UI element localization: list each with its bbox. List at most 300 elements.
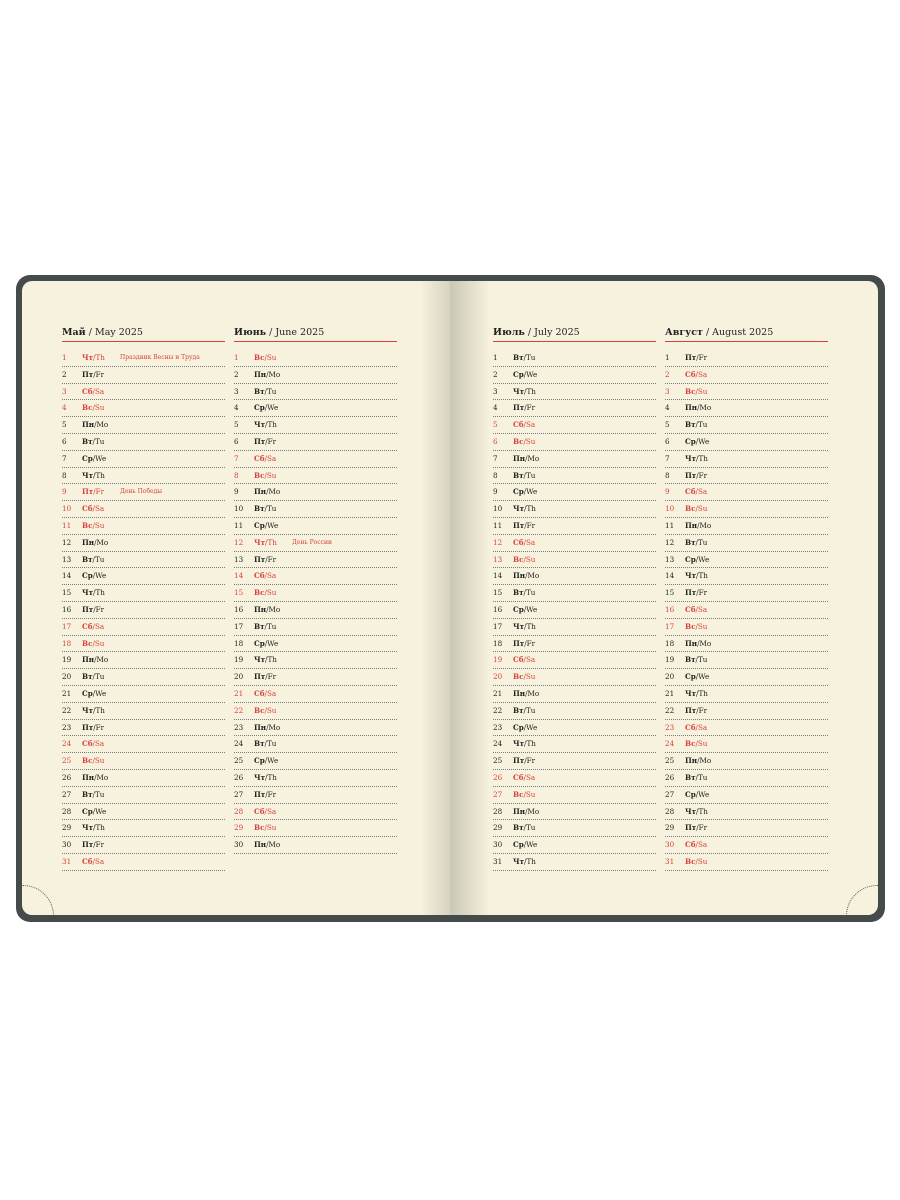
day-row — [665, 384, 828, 401]
weekday: Вт/Tu — [82, 672, 105, 682]
weekday: Вс/Su — [82, 520, 105, 530]
day-number: 27 — [234, 789, 244, 799]
weekday-ru: Пн — [82, 655, 95, 665]
weekday-en: Fr — [526, 520, 536, 530]
day-number: 18 — [665, 638, 675, 648]
weekday: Сб/Sa — [82, 504, 105, 514]
weekday-ru: Вс — [685, 386, 696, 396]
day-row — [665, 669, 828, 686]
weekday: Вс/Su — [254, 705, 277, 715]
day-number: 17 — [493, 621, 503, 631]
weekday-en: Fr — [698, 588, 708, 598]
weekday: Вт/Tu — [254, 504, 277, 514]
day-row — [493, 636, 656, 653]
weekday-ru: Вт — [513, 353, 524, 362]
day-row — [665, 636, 828, 653]
day-number: 25 — [62, 756, 72, 766]
day-row — [665, 350, 828, 367]
day-number: 22 — [493, 705, 503, 715]
day-number: 4 — [493, 403, 498, 413]
weekday: Пн/Mo — [82, 655, 109, 665]
day-number: 26 — [493, 772, 503, 782]
weekday-en: Mo — [699, 403, 712, 413]
weekday-en: Sa — [697, 604, 708, 614]
day-row — [234, 602, 397, 619]
weekday-en: Mo — [96, 420, 109, 430]
weekday: Вс/Su — [685, 504, 708, 514]
weekday-en: We — [95, 806, 107, 816]
weekday-ru: Сб — [254, 806, 265, 816]
weekday-ru: Чт — [82, 823, 94, 833]
weekday-ru: Вт — [513, 470, 524, 480]
weekday-ru: Вт — [254, 386, 265, 396]
weekday-ru: Пн — [513, 571, 526, 581]
day-number: 5 — [665, 420, 670, 430]
day-number: 29 — [665, 823, 675, 833]
weekday-ru: Вс — [513, 554, 524, 564]
day-row — [62, 367, 225, 384]
day-number: 26 — [62, 772, 72, 782]
weekday-en: Fr — [95, 840, 105, 850]
day-row — [62, 350, 225, 367]
day-list — [234, 350, 397, 854]
weekday-ru: Пт — [82, 369, 94, 379]
day-number: 22 — [665, 705, 675, 715]
day-number: 16 — [62, 604, 72, 614]
weekday: Пт/Fr — [254, 554, 277, 564]
month-august — [665, 326, 828, 871]
day-number: 8 — [62, 470, 67, 480]
day-row — [234, 703, 397, 720]
weekday-ru: Вт — [82, 436, 93, 446]
weekday: Ср/We — [254, 520, 279, 530]
day-number: 26 — [665, 772, 675, 782]
weekday: Вт/Tu — [685, 420, 708, 430]
weekday: Пт/Fr — [513, 403, 536, 413]
weekday-ru: Вс — [82, 638, 93, 648]
day-row — [234, 434, 397, 451]
day-row — [665, 854, 828, 871]
weekday-ru: Пн — [254, 369, 267, 379]
day-list — [665, 350, 828, 871]
day-row — [665, 484, 828, 501]
weekday-ru: Пт — [685, 705, 697, 715]
weekday: Пт/Fr — [82, 840, 105, 850]
weekday-en: Tu — [697, 772, 708, 782]
weekday-en: Th — [95, 588, 105, 598]
weekday-ru: Сб — [82, 386, 93, 396]
day-number: 11 — [234, 520, 244, 530]
weekday-ru: Пн — [685, 520, 698, 530]
day-row — [62, 837, 225, 854]
weekday-ru: Чт — [254, 772, 266, 782]
weekday-en: Th — [95, 353, 105, 362]
weekday: Вс/Su — [254, 823, 277, 833]
weekday-ru: Вс — [254, 588, 265, 598]
day-number: 21 — [62, 688, 72, 698]
day-number: 7 — [665, 453, 670, 463]
day-number: 18 — [62, 638, 72, 648]
day-number: 3 — [234, 386, 239, 396]
day-row — [234, 350, 397, 367]
weekday: Чт/Th — [513, 621, 536, 631]
day-row — [493, 804, 656, 821]
weekday-en: Th — [95, 470, 105, 480]
weekday-en: Mo — [527, 453, 540, 463]
weekday-en: Mo — [268, 369, 281, 379]
weekday-ru: Сб — [82, 621, 93, 631]
day-row — [62, 400, 225, 417]
day-row — [665, 518, 828, 535]
month-name-en: May 2025 — [94, 327, 143, 338]
day-number: 10 — [234, 504, 244, 514]
day-row — [234, 384, 397, 401]
weekday-en: Mo — [527, 806, 540, 816]
day-number: 23 — [493, 722, 503, 732]
weekday-en: Mo — [96, 537, 109, 547]
day-row — [665, 451, 828, 468]
weekday-ru: Вт — [685, 772, 696, 782]
day-row — [493, 400, 656, 417]
weekday-ru: Вс — [254, 353, 265, 362]
weekday: Вс/Su — [254, 588, 277, 598]
weekday: Вс/Su — [685, 739, 708, 749]
day-row — [665, 736, 828, 753]
day-number: 29 — [234, 823, 244, 833]
weekday-en: Fr — [95, 722, 105, 732]
day-list — [493, 350, 656, 871]
month-may — [62, 326, 225, 871]
weekday-ru: Ср — [685, 436, 696, 446]
day-number: 3 — [665, 386, 670, 396]
weekday-ru: Вт — [513, 705, 524, 715]
weekday: Сб/Sa — [685, 722, 708, 732]
weekday: Ср/We — [685, 789, 710, 799]
weekday-ru: Вс — [254, 823, 265, 833]
day-number: 24 — [665, 739, 675, 749]
weekday-ru: Пт — [254, 554, 266, 564]
weekday-ru: Сб — [685, 840, 696, 850]
day-row — [665, 770, 828, 787]
weekday-en: Th — [526, 504, 536, 514]
weekday-en: Su — [697, 739, 708, 749]
weekday-ru: Пн — [513, 688, 526, 698]
weekday-en: We — [267, 638, 279, 648]
weekday-ru: Вт — [254, 739, 265, 749]
day-number: 18 — [234, 638, 244, 648]
weekday-en: Th — [698, 806, 708, 816]
weekday-ru: Пт — [685, 470, 697, 480]
weekday-en: Su — [266, 823, 277, 833]
weekday-en: Th — [267, 537, 277, 547]
weekday-en: Th — [267, 655, 277, 665]
weekday-en: Su — [697, 621, 708, 631]
weekday-en: Tu — [266, 621, 277, 631]
day-row — [234, 787, 397, 804]
day-row — [493, 619, 656, 636]
day-number: 1 — [234, 353, 239, 362]
weekday-en: Sa — [94, 386, 105, 396]
weekday: Пн/Mo — [513, 688, 540, 698]
day-row — [234, 720, 397, 737]
day-number: 20 — [62, 672, 72, 682]
day-row — [665, 585, 828, 602]
weekday-ru: Сб — [513, 420, 524, 430]
weekday-ru: Вт — [82, 554, 93, 564]
weekday-en: We — [526, 604, 538, 614]
day-number: 8 — [493, 470, 498, 480]
weekday-en: Sa — [94, 504, 105, 514]
day-number: 10 — [493, 504, 503, 514]
day-number: 12 — [665, 537, 675, 547]
weekday-en: Su — [94, 756, 105, 766]
weekday-en: Fr — [267, 554, 277, 564]
weekday: Чт/Th — [82, 823, 105, 833]
day-number: 9 — [493, 487, 498, 497]
day-number: 22 — [62, 705, 72, 715]
day-number: 23 — [62, 722, 72, 732]
weekday: Пт/Fr — [513, 756, 536, 766]
day-row — [62, 804, 225, 821]
weekday-en: Su — [525, 436, 536, 446]
weekday-en: Mo — [527, 688, 540, 698]
day-number: 8 — [234, 470, 239, 480]
weekday: Чт/Th — [82, 353, 105, 362]
day-row — [234, 417, 397, 434]
weekday-en: We — [95, 688, 107, 698]
day-number: 13 — [62, 554, 72, 564]
day-row — [234, 501, 397, 518]
weekday-en: Mo — [699, 520, 712, 530]
weekday-en: Tu — [266, 739, 277, 749]
weekday-en: Fr — [95, 604, 105, 614]
weekday-ru: Вт — [254, 621, 265, 631]
weekday-en: Mo — [527, 571, 540, 581]
day-number: 19 — [665, 655, 675, 665]
weekday-en: We — [526, 722, 538, 732]
weekday-en: Sa — [94, 739, 105, 749]
weekday: Пн/Mo — [513, 806, 540, 816]
weekday: Пт/Fr — [254, 436, 277, 446]
day-number: 11 — [665, 520, 675, 530]
day-row — [493, 585, 656, 602]
corner-guide-right — [846, 885, 878, 915]
weekday-en: Su — [266, 353, 277, 362]
weekday: Пн/Mo — [513, 571, 540, 581]
weekday-ru: Чт — [685, 688, 697, 698]
weekday-en: We — [698, 789, 710, 799]
weekday-ru: Ср — [254, 756, 265, 766]
weekday: Сб/Sa — [254, 806, 277, 816]
weekday: Чт/Th — [254, 655, 277, 665]
weekday: Ср/We — [685, 672, 710, 682]
day-number: 24 — [62, 739, 72, 749]
weekday-ru: Сб — [254, 571, 265, 581]
day-row — [234, 804, 397, 821]
weekday-ru: Сб — [513, 655, 524, 665]
weekday-en: Mo — [268, 604, 281, 614]
day-number: 7 — [493, 453, 498, 463]
weekday: Сб/Sa — [513, 420, 536, 430]
weekday-ru: Пт — [685, 588, 697, 598]
weekday-ru: Сб — [513, 537, 524, 547]
day-number: 21 — [665, 688, 675, 698]
day-number: 2 — [493, 369, 498, 379]
day-number: 9 — [665, 487, 670, 497]
weekday-en: We — [95, 571, 107, 581]
day-number: 12 — [62, 537, 72, 547]
weekday-ru: Чт — [685, 806, 697, 816]
weekday: Чт/Th — [254, 537, 277, 547]
day-number: 18 — [493, 638, 503, 648]
weekday: Пн/Mo — [513, 453, 540, 463]
weekday-en: We — [267, 520, 279, 530]
day-row — [493, 451, 656, 468]
weekday-en: Fr — [526, 638, 536, 648]
weekday-en: Tu — [697, 655, 708, 665]
day-number: 19 — [62, 655, 72, 665]
weekday-ru: Пн — [254, 604, 267, 614]
weekday-ru: Пт — [82, 840, 94, 850]
day-row — [62, 619, 225, 636]
day-row — [665, 787, 828, 804]
day-row — [665, 468, 828, 485]
day-number: 5 — [493, 420, 498, 430]
weekday-ru: Вт — [82, 672, 93, 682]
weekday: Сб/Sa — [513, 772, 536, 782]
weekday-ru: Сб — [254, 453, 265, 463]
day-row — [62, 686, 225, 703]
day-number: 14 — [62, 571, 72, 581]
weekday: Пн/Mo — [82, 537, 109, 547]
weekday: Вт/Tu — [254, 739, 277, 749]
weekday-en: Th — [95, 705, 105, 715]
day-number: 1 — [493, 353, 498, 362]
day-row — [665, 400, 828, 417]
weekday-ru: Пт — [82, 487, 94, 497]
weekday-en: Mo — [268, 487, 281, 497]
month-header: Июль / July 2025 — [493, 326, 656, 342]
weekday: Сб/Sa — [513, 537, 536, 547]
day-number: 20 — [493, 672, 503, 682]
weekday-ru: Вс — [513, 789, 524, 799]
weekday-en: Fr — [698, 470, 708, 480]
weekday-ru: Пт — [254, 672, 266, 682]
day-row — [493, 686, 656, 703]
weekday-en: Mo — [699, 638, 712, 648]
day-row — [234, 451, 397, 468]
weekday: Чт/Th — [513, 739, 536, 749]
day-row — [234, 669, 397, 686]
day-number: 28 — [665, 806, 675, 816]
weekday-ru: Ср — [513, 604, 524, 614]
day-row — [62, 787, 225, 804]
weekday-en: Su — [94, 638, 105, 648]
weekday-ru: Сб — [685, 487, 696, 497]
day-row — [665, 367, 828, 384]
day-number: 21 — [493, 688, 503, 698]
weekday-en: Tu — [266, 386, 277, 396]
day-row — [665, 686, 828, 703]
weekday-ru: Ср — [685, 789, 696, 799]
weekday-ru: Чт — [685, 453, 697, 463]
weekday-en: Th — [526, 856, 536, 866]
day-row — [493, 535, 656, 552]
weekday-en: Su — [525, 554, 536, 564]
weekday-en: Tu — [525, 705, 536, 715]
weekday-en: Sa — [525, 655, 536, 665]
month-name-ru: Август — [665, 327, 703, 338]
weekday: Вт/Tu — [254, 621, 277, 631]
weekday-en: Sa — [525, 537, 536, 547]
weekday: Пн/Mo — [685, 638, 712, 648]
day-number: 6 — [62, 436, 67, 446]
weekday: Вс/Su — [513, 436, 536, 446]
weekday: Ср/We — [254, 403, 279, 413]
day-row — [665, 552, 828, 569]
day-number: 24 — [493, 739, 503, 749]
day-row — [62, 736, 225, 753]
day-row — [234, 585, 397, 602]
day-number: 21 — [234, 688, 244, 698]
day-number: 11 — [62, 520, 72, 530]
weekday: Ср/We — [685, 436, 710, 446]
weekday: Сб/Sa — [82, 856, 105, 866]
weekday-ru: Ср — [254, 520, 265, 530]
weekday-ru: Ср — [82, 571, 93, 581]
weekday-en: Mo — [96, 772, 109, 782]
weekday: Вс/Su — [513, 789, 536, 799]
weekday: Чт/Th — [513, 856, 536, 866]
day-number: 27 — [62, 789, 72, 799]
weekday-en: Th — [698, 571, 708, 581]
weekday: Пт/Fr — [82, 722, 105, 732]
day-row — [62, 434, 225, 451]
weekday-ru: Вс — [82, 403, 93, 413]
day-number: 13 — [665, 554, 675, 564]
weekday: Пт/Fr — [685, 588, 708, 598]
day-row — [665, 501, 828, 518]
day-row — [665, 417, 828, 434]
weekday-ru: Пт — [82, 722, 94, 732]
weekday-ru: Вс — [685, 739, 696, 749]
weekday-en: Mo — [699, 756, 712, 766]
weekday-en: Tu — [525, 353, 536, 362]
day-row — [665, 820, 828, 837]
weekday-ru: Пт — [685, 353, 697, 362]
weekday: Сб/Sa — [513, 655, 536, 665]
day-row — [62, 384, 225, 401]
day-number: 13 — [234, 554, 244, 564]
weekday: Пн/Mo — [685, 403, 712, 413]
day-number: 6 — [493, 436, 498, 446]
day-row — [493, 552, 656, 569]
weekday-en: Su — [266, 705, 277, 715]
weekday-ru: Чт — [82, 470, 94, 480]
day-number: 25 — [493, 756, 503, 766]
day-number: 5 — [62, 420, 67, 430]
day-row — [62, 770, 225, 787]
weekday-ru: Сб — [82, 739, 93, 749]
weekday-en: Su — [697, 386, 708, 396]
day-row — [493, 367, 656, 384]
weekday-ru: Вс — [82, 756, 93, 766]
weekday-ru: Ср — [254, 638, 265, 648]
weekday: Вт/Tu — [513, 823, 536, 833]
weekday: Пн/Mo — [254, 369, 281, 379]
weekday-en: Su — [525, 672, 536, 682]
day-row — [62, 468, 225, 485]
